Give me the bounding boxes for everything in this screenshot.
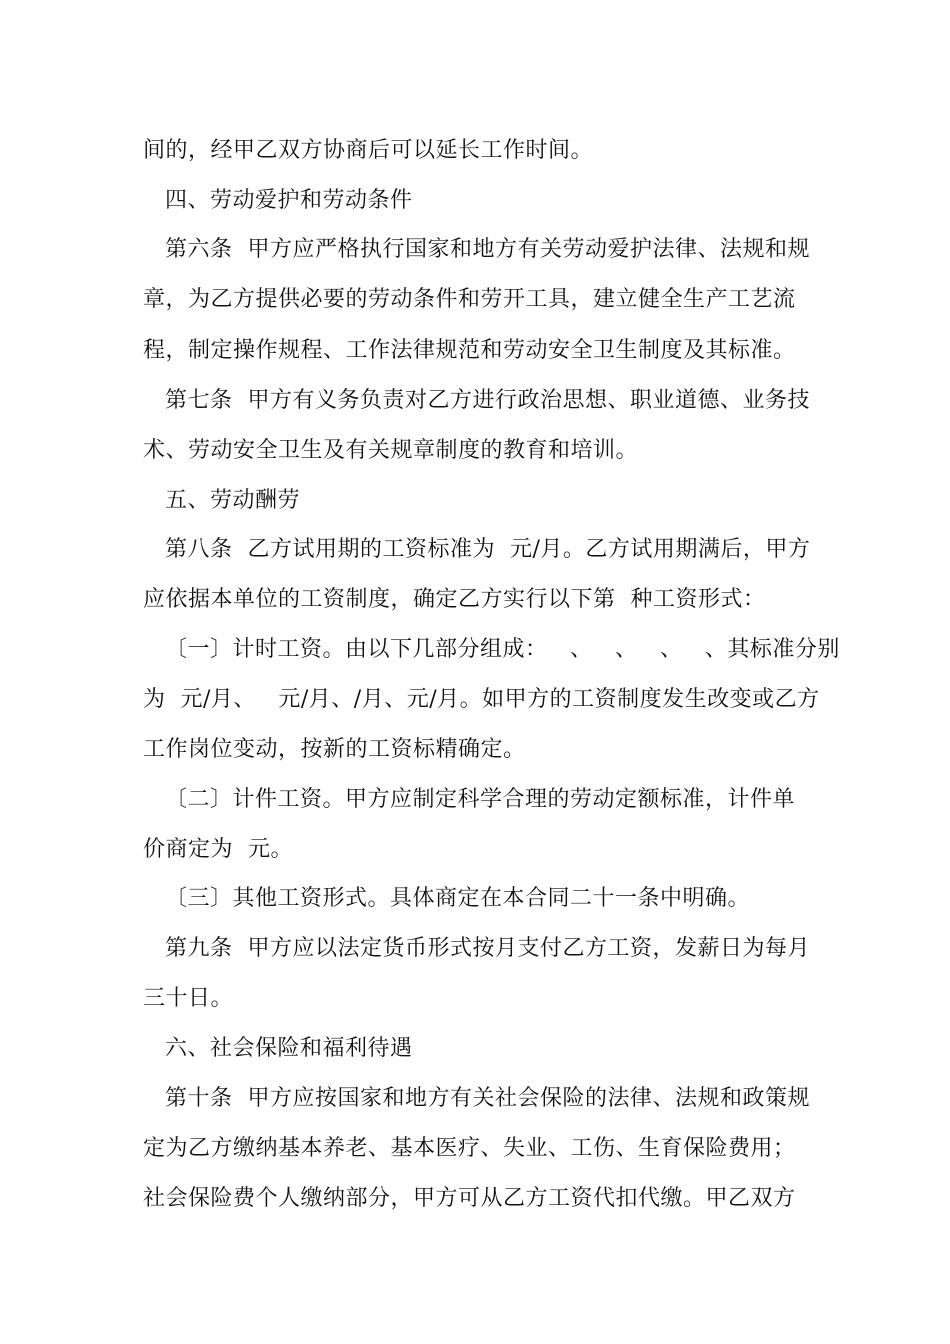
clause-1-line: 工作岗位变动，按新的工资标精确定。	[143, 737, 526, 762]
clause-1-line: 〔一〕计时工资。由以下几部分组成： 、 、 、 、其标准分别	[165, 637, 840, 662]
text-line: 间的，经甲乙双方协商后可以延长工作时间。	[143, 138, 594, 163]
section-heading-5: 五、劳动酬劳	[165, 488, 301, 513]
article-7-line: 第七条 甲方有义务负责对乙方进行政治思想、职业道德、业务技	[165, 388, 810, 413]
clause-2-line: 〔二〕计件工资。甲方应制定科学合理的劳动定额标准，计件单	[165, 787, 796, 812]
clause-3-line: 〔三〕其他工资形式。具体商定在本合同二十一条中明确。	[165, 886, 751, 911]
article-10-line: 社会保险费个人缴纳部分，甲方可从乙方工资代扣代缴。甲乙双方	[143, 1186, 796, 1211]
clause-1-line: 为 元/月、 元/月、/月、元/月。如甲方的工资制度发生改变或乙方	[143, 687, 820, 712]
article-8-line: 第八条 乙方试用期的工资标准为 元/月。乙方试用期满后，甲方	[165, 537, 811, 562]
article-6-line: 程，制定操作规程、工作法律规范和劳动安全卫生制度及其标准。	[143, 338, 796, 363]
article-7-line: 术、劳动安全卫生及有关规章制度的教育和培训。	[143, 438, 639, 463]
article-10-line: 定为乙方缴纳基本养老、基本医疗、失业、工伤、生育保险费用；	[143, 1136, 796, 1161]
article-6-line: 第六条 甲方应严格执行国家和地方有关劳动爱护法律、法规和规	[165, 237, 810, 262]
section-heading-6: 六、社会保险和福利待遇	[165, 1036, 413, 1061]
section-heading-4: 四、劳动爱护和劳动条件	[165, 188, 413, 213]
clause-2-line: 价商定为 元。	[143, 837, 293, 862]
article-6-line: 章，为乙方提供必要的劳动条件和劳开工具，建立健全生产工艺流	[143, 287, 796, 312]
article-10-line: 第十条 甲方应按国家和地方有关社会保险的法律、法规和政策规	[165, 1086, 810, 1111]
article-8-line: 应依据本单位的工资制度，确定乙方实行以下第 种工资形式：	[143, 587, 766, 612]
article-9-line: 第九条 甲方应以法定货币形式按月支付乙方工资，发薪日为每月	[165, 936, 810, 961]
article-9-line: 三十日。	[143, 986, 234, 1011]
